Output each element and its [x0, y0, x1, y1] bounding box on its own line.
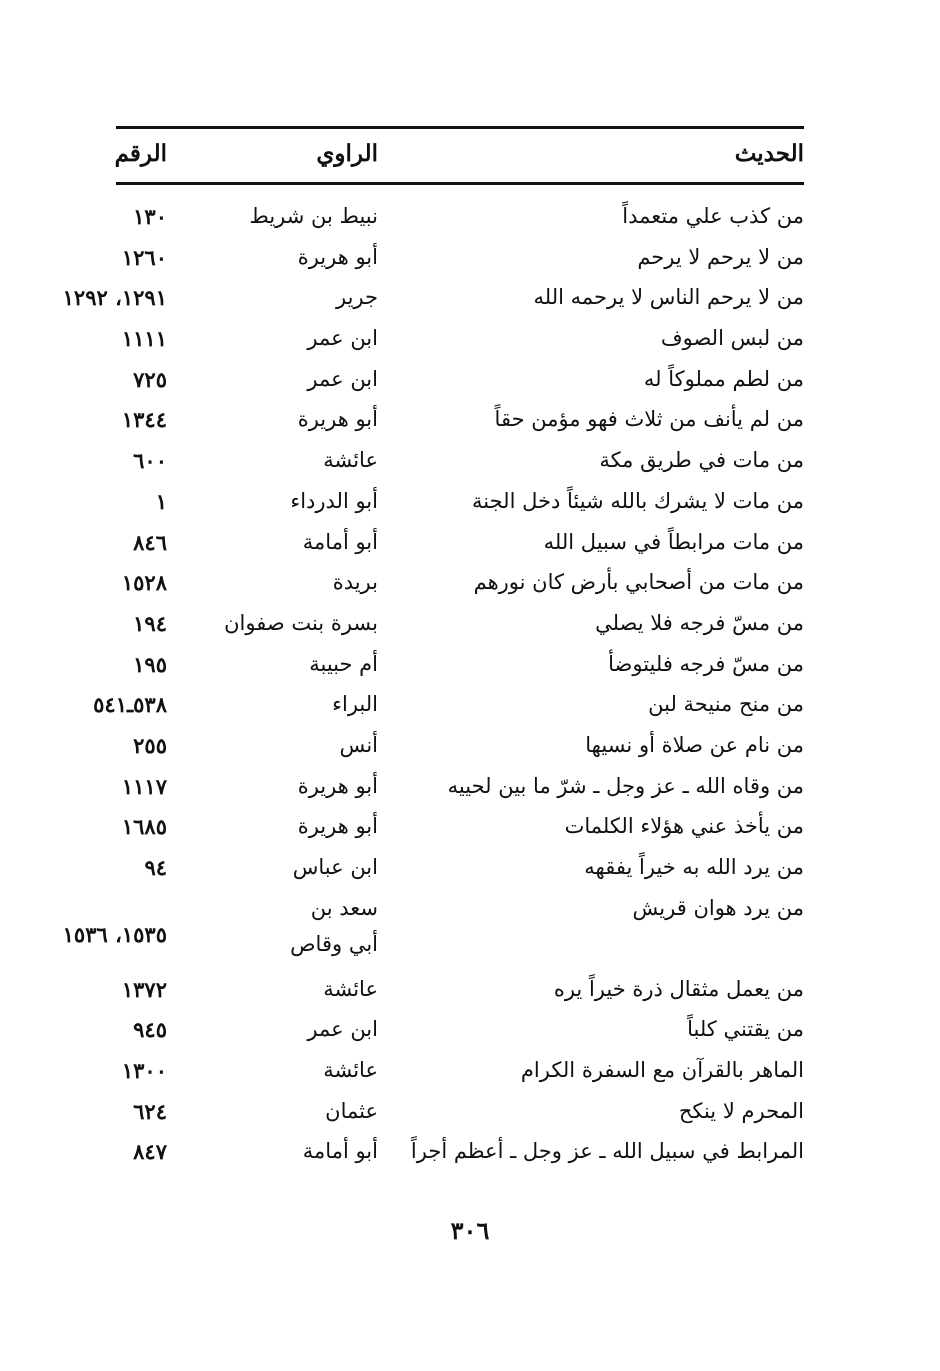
narrator-name: ابن عمر	[307, 366, 378, 391]
table-row	[0, 1011, 940, 1052]
narrator-name: عثمان	[325, 1098, 378, 1123]
hadith-text: من يرد الله به خيراً يفقهه	[584, 855, 804, 879]
hadith-text: من يأخذ عني هؤلاء الكلمات	[564, 814, 804, 839]
hadith-text: من كذب علي متعمداً	[622, 204, 804, 228]
narrator-name: ابن عمر	[307, 1017, 378, 1042]
narrator-name: ابن عمر	[307, 326, 378, 351]
narrator-name: نبيط بن شريط	[249, 204, 378, 228]
narrator-line: أبي وقاص	[290, 931, 378, 956]
hadith-number: ١١١١	[121, 326, 167, 352]
hadith-number: ١٩٤	[133, 610, 167, 636]
hadith-text: من مسّ فرجه فلا يصلي	[595, 610, 804, 635]
hadith-text: من يقتني كلباً	[687, 1017, 804, 1042]
narrator-name: أبو هريرة	[297, 244, 378, 269]
table-row	[0, 1133, 940, 1174]
hadith-text: المحرم لا ينكح	[678, 1098, 804, 1123]
narrator-line: سعد بن	[310, 895, 378, 920]
table-row	[0, 890, 940, 971]
table-row	[0, 646, 940, 687]
table-row	[0, 442, 940, 483]
hadith-text: من مات مرابطاً في سبيل الله	[543, 529, 804, 554]
hadith-text: من لم يأنف من ثلاث فهو مؤمن حقاً	[494, 407, 804, 432]
table-row	[0, 1093, 940, 1134]
index-table-body	[0, 198, 940, 1174]
narrator-name: عائشة	[323, 1058, 378, 1083]
page-number: ٣٠٦	[450, 1216, 490, 1245]
hadith-number: ١٣٧٢	[121, 976, 167, 1002]
hadith-text: من لا يرحم لا يرحم	[637, 244, 804, 269]
narrator-name: أبو الدرداء	[290, 488, 378, 513]
table-row	[0, 198, 940, 239]
narrator-name: جرير	[336, 285, 378, 310]
table-row	[0, 279, 940, 320]
table-row	[0, 727, 940, 768]
hadith-number: ١٩٥	[133, 651, 167, 677]
narrator-name: أبو هريرة	[297, 773, 378, 798]
table-row	[0, 808, 940, 849]
narrator-name: أم حبيبة	[309, 651, 378, 676]
hadith-text: من لبس الصوف	[660, 326, 804, 351]
hadith-text: من مات من أصحابي بأرض كان نورهم	[473, 570, 804, 595]
table-row	[0, 401, 940, 442]
hadith-text: المرابط في سبيل الله ـ عز وجل ـ أعظم أجراً	[410, 1139, 804, 1164]
hadith-number: ٨٤٦	[133, 529, 167, 555]
narrator-name	[290, 890, 378, 962]
hadith-number: ٩٤٥	[133, 1017, 167, 1043]
table-row	[0, 320, 940, 361]
hadith-number: ١	[155, 488, 167, 514]
hadith-number: ٦٠٠	[133, 448, 167, 474]
hadith-number: ١٣٠	[133, 204, 167, 229]
header-narrator: الراوي	[316, 140, 378, 167]
narrator-name: بسرة بنت صفوان	[224, 610, 378, 635]
narrator-name: أبو هريرة	[297, 814, 378, 839]
hadith-text: من يرد هوان قريش	[632, 895, 804, 920]
header-hadith: الحديث	[734, 140, 804, 167]
hadith-text: من يعمل مثقال ذرة خيراً يره	[553, 976, 804, 1001]
hadith-number: ١٥٣٥، ١٥٣٦	[62, 921, 167, 947]
hadith-number: ١١١٧	[121, 773, 167, 799]
table-row	[0, 971, 940, 1012]
table-row	[0, 239, 940, 280]
narrator-name: البراء	[332, 692, 378, 717]
hadith-number: ١٦٨٥	[121, 814, 167, 840]
hadith-number: ١٥٢٨	[121, 570, 167, 596]
table-row	[0, 768, 940, 809]
hadith-text: من مات لا يشرك بالله شيئاً دخل الجنة	[472, 488, 804, 513]
narrator-name: أبو هريرة	[297, 407, 378, 432]
table-row	[0, 686, 940, 727]
table-row	[0, 605, 940, 646]
hadith-number: ٥٣٨ـ٥٤١	[93, 692, 167, 718]
header-bottom-rule	[116, 182, 804, 185]
hadith-text: من منح منيحة لبن	[648, 692, 804, 717]
narrator-name: أنس	[339, 732, 378, 757]
narrator-name: بريدة	[332, 570, 378, 595]
table-row	[0, 849, 940, 890]
hadith-number: ١٣٤٤	[121, 407, 167, 433]
hadith-number: ٧٢٥	[133, 366, 167, 392]
header-number: الرقم	[114, 140, 167, 167]
hadith-text: من لا يرحم الناس لا يرحمه الله	[533, 285, 804, 310]
table-row	[0, 524, 940, 565]
hadith-number: ٩٤	[144, 855, 167, 880]
hadith-number: ٦٢٤	[133, 1098, 167, 1124]
narrator-name: أبو أمامة	[302, 1139, 378, 1164]
narrator-name: ابن عباس	[292, 855, 378, 879]
hadith-number: ١٢٦٠	[121, 244, 167, 270]
narrator-name: عائشة	[323, 448, 378, 473]
header-top-rule	[116, 126, 804, 129]
hadith-number: ١٢٩١، ١٢٩٢	[62, 285, 167, 311]
hadith-text: من وقاه الله ـ عز وجل ـ شرّ ما بين لحييه	[447, 773, 804, 798]
hadith-number: ٢٥٥	[133, 732, 167, 758]
hadith-number: ١٣٠٠	[121, 1058, 167, 1084]
table-row	[0, 483, 940, 524]
table-row	[0, 361, 940, 402]
hadith-number: ٨٤٧	[133, 1139, 167, 1165]
hadith-text: من نام عن صلاة أو نسيها	[585, 732, 804, 757]
table-row	[0, 564, 940, 605]
hadith-text: من مات في طريق مكة	[599, 448, 804, 473]
hadith-text: من مسّ فرجه فليتوضأ	[608, 651, 804, 676]
table-header	[0, 136, 940, 176]
narrator-name: عائشة	[323, 976, 378, 1001]
narrator-name: أبو أمامة	[302, 529, 378, 554]
hadith-text: الماهر بالقرآن مع السفرة الكرام	[520, 1058, 804, 1083]
table-row	[0, 1052, 940, 1093]
hadith-text: من لطم مملوكاً له	[643, 366, 804, 391]
